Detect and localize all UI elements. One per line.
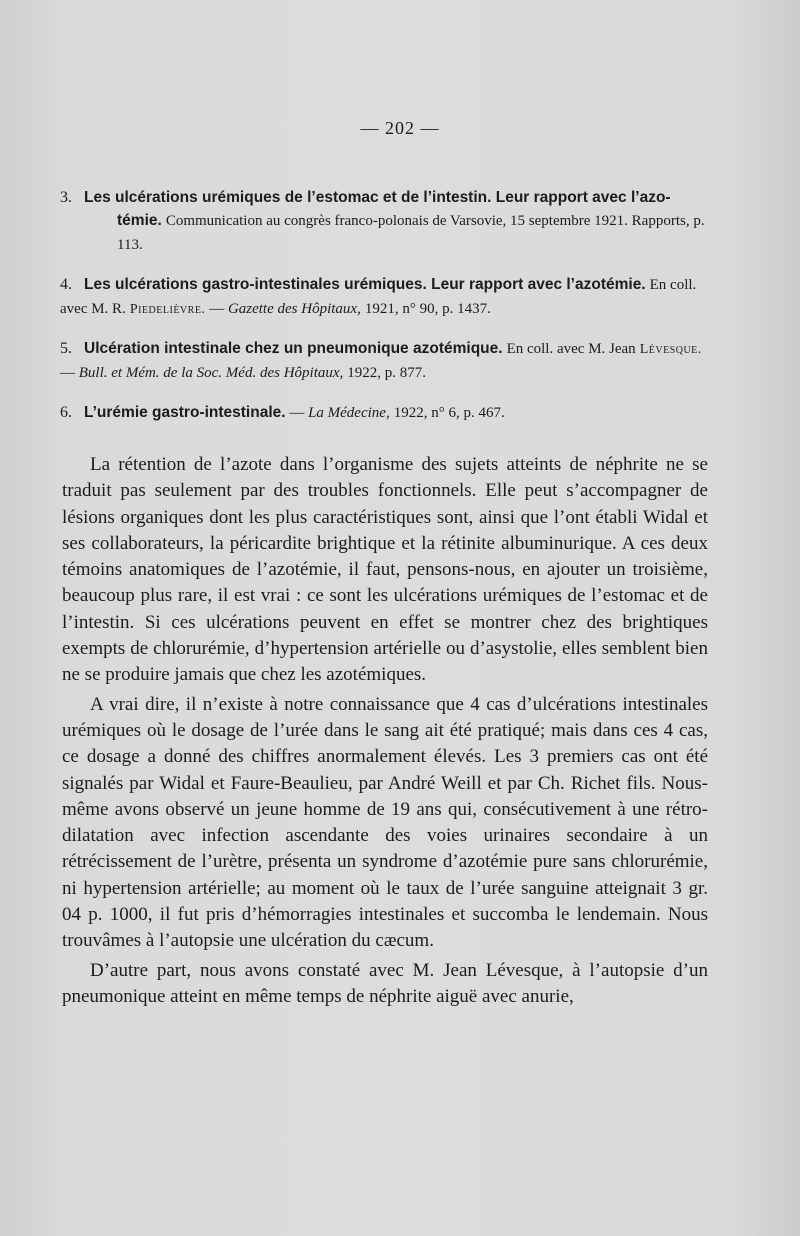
reference-journal: Bull. et Mém. de la Soc. Méd. des Hôpitaux, — [78, 365, 344, 381]
reference-title: Les ulcérations gastro-intestinales urémiques. Leur rapport avec l’azotémie. — [84, 276, 646, 293]
reference-details: 1922, p. 877. — [347, 365, 427, 381]
body-text — [62, 452, 708, 1010]
reference-number: 5. — [60, 340, 72, 357]
reference-number: 3. — [60, 189, 72, 206]
reference-details: 1921, n° 90, p. 1437. — [364, 301, 491, 317]
reference-title: L’urémie gastro-intestinale. — [84, 404, 286, 421]
reference-details: 1922, n° 6, p. 467. — [393, 405, 505, 421]
reference-journal: Gazette des Hôpitaux, — [227, 301, 361, 317]
page-number: — 202 — — [360, 118, 440, 138]
reference-item — [60, 273, 710, 321]
reference-title-continued: témie. — [117, 212, 162, 229]
reference-separator: — — [60, 365, 79, 381]
reference-author: Lévesque. — [639, 342, 702, 357]
reference-body: Communication au congrès franco-polonais de Varsovie, 15 septembre 1921. Rapports, p. 113. — [117, 213, 705, 253]
paragraph: A vrai dire, il n’existe à notre connaissance que 4 cas d’ulcérations intestinales urémiques où le dosage de l’urée dans le sang ait été pratiqué; mais dans ces 4 cas, ce dosage a donné des chiffres anormalement élevés. Les 3 premiers cas ont été signalés par Widal et Faure-Beaulieu, par André Weill et par Ch. Richet fils. Nous-même avons observé un jeune homme de 19 ans qui, consécutivement à une rétro-dilatation avec infection ascendante des voies urinaires secondaire à un rétrécissement de l’urètre, présenta un syndrome d’azotémie pure sans chlorurémie, ni hypertension artérielle; au moment où le taux de l’urée sanguine atteignait 3 gr. 04 p. 1000, il fut pris d’hémorragies intestinales et succomba le lendemain. Nous trouvâmes à l’autopsie une ulcération du cæcum. — [62, 693, 708, 952]
reference-separator: — — [285, 405, 309, 421]
reference-body: En coll. avec M. Jean — [506, 341, 636, 357]
reference-number: 4. — [60, 276, 72, 293]
reference-separator: — — [205, 301, 228, 317]
reference-item — [60, 337, 710, 385]
reference-item — [60, 186, 710, 257]
reference-number: 6. — [60, 404, 72, 421]
paragraph: D’autre part, nous avons constaté avec M. Jean Lévesque, à l’autopsie d’un pneumonique atteint en même temps de néphrite aiguë avec anurie, — [62, 959, 708, 1007]
reference-body: En coll. avec M. R. — [60, 277, 697, 317]
reference-title: Les ulcérations urémiques de l’estomac et de l’intestin. Leur rapport avec l’azo- — [84, 189, 671, 206]
reference-title: Ulcération intestinale chez un pneumonique azotémique. — [84, 340, 503, 357]
reference-list — [60, 186, 710, 441]
reference-author: Piedelièvre. — [129, 302, 206, 317]
paragraph: La rétention de l’azote dans l’organisme des sujets atteints de néphrite ne se traduit pas seulement par des troubles fonctionnels. Elle peut s’accompagner de lésions organiques dont les plus caractéristiques sont, ainsi que l’ont établi Widal et ses collaborateurs, la péricardite brightique et la rétinite albuminurique. A ces deux témoins anatomiques de l’azotémie, il faut, pensons-nous, en ajouter un troisième, beaucoup plus rare, il est vrai : ce sont les ulcérations urémiques de l’estomac et de l’intestin. Si ces ulcérations peuvent en effet se montrer chez des brightiques exempts de chlorurémie, d’hypertension artérielle ou d’asystolie, elles semblent bien ne se produire jamais que chez les azotémiques. — [62, 454, 708, 686]
reference-item — [60, 401, 710, 425]
reference-journal: La Médecine, — [308, 405, 390, 421]
